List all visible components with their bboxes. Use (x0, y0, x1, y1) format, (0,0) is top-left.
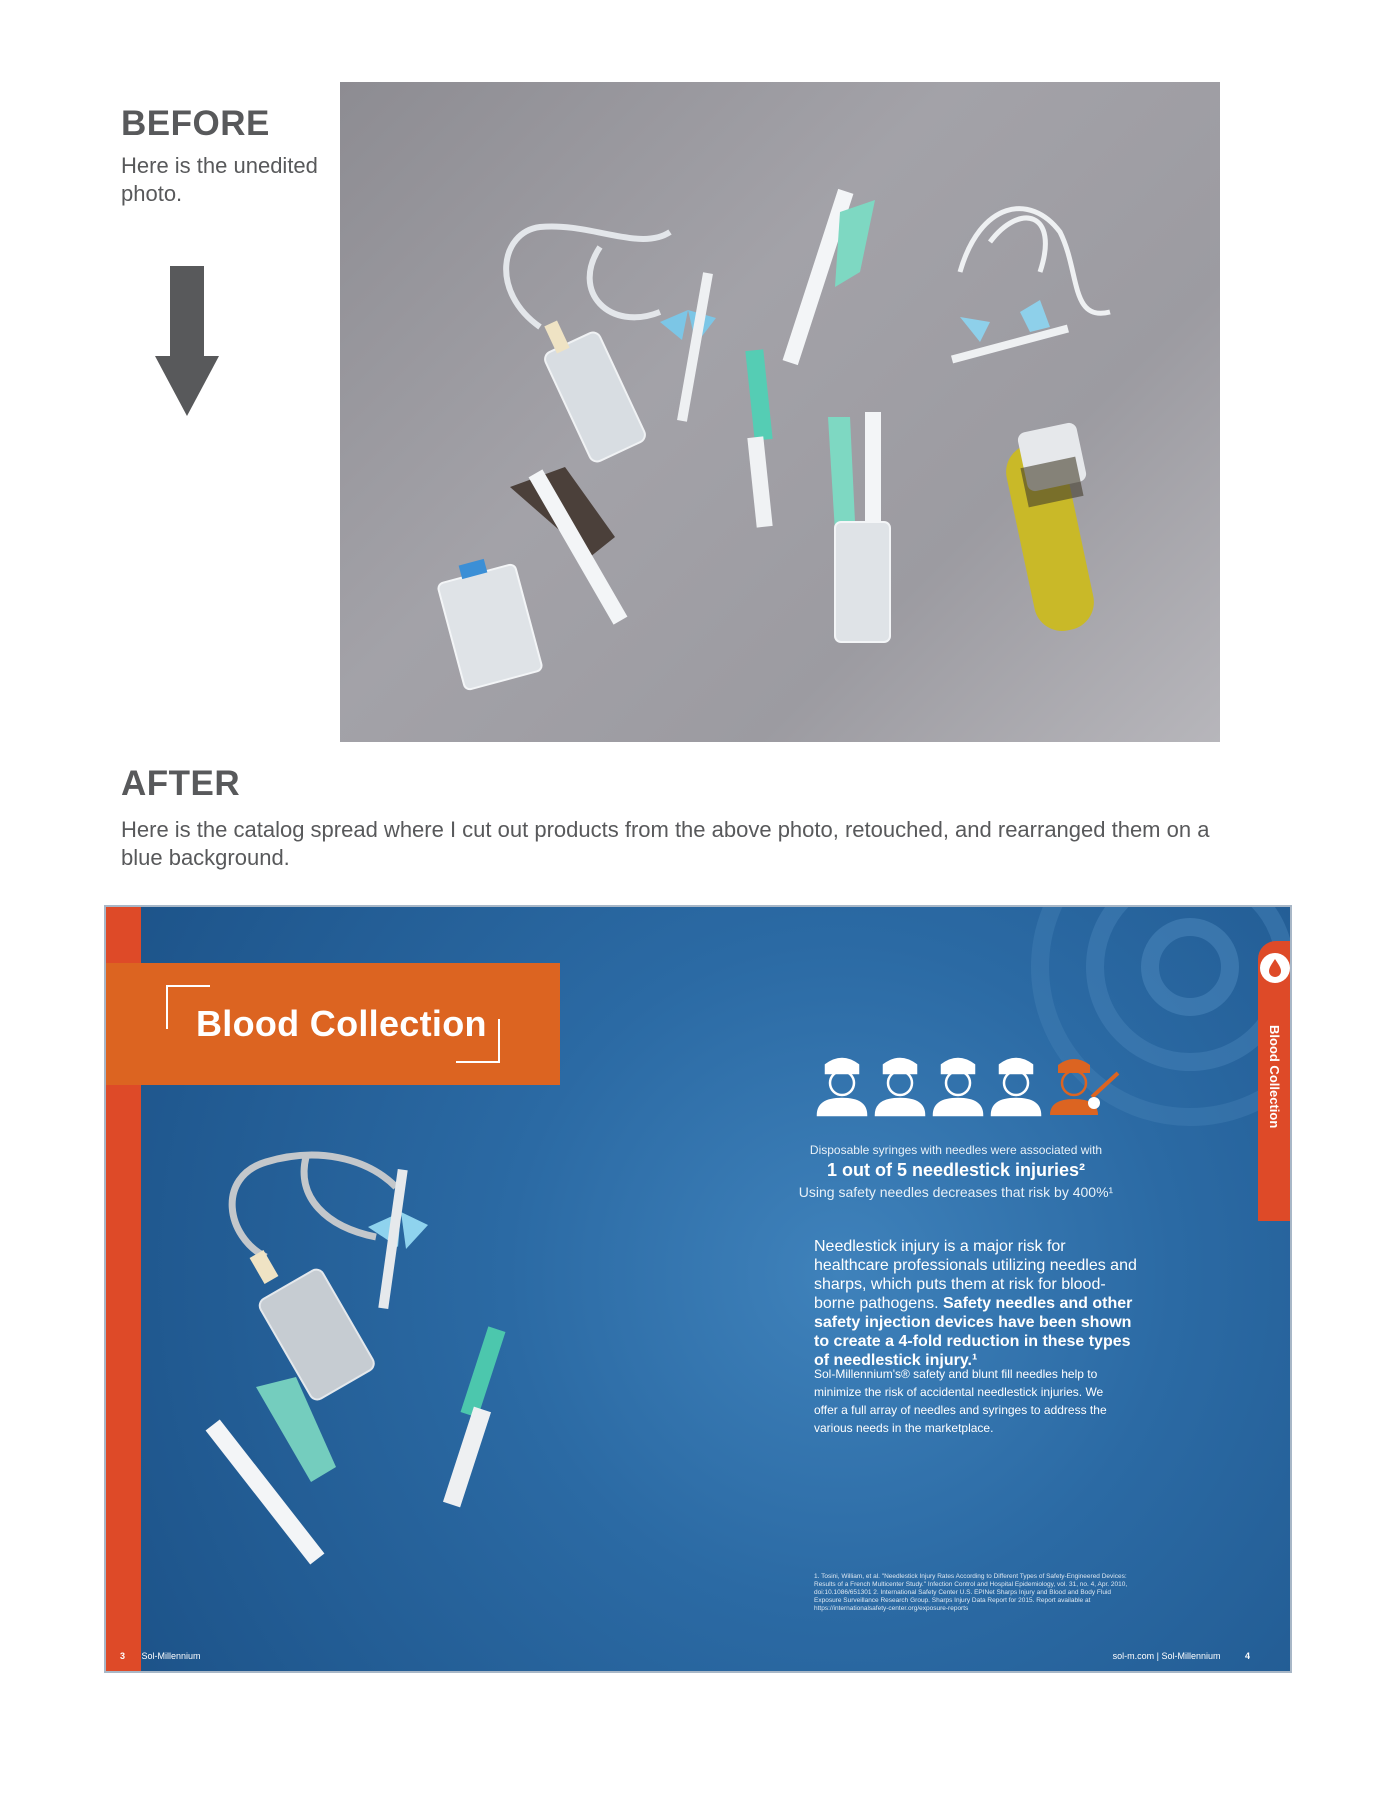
after-description: Here is the catalog spread where I cut out products from the above photo, retouched, and rearranged them on a blue background. (121, 817, 1210, 870)
down-arrow-icon (155, 266, 219, 416)
butterfly-blood-collection-set (232, 1155, 428, 1402)
stat-intro: Disposable syringes with needles were associated with (809, 1143, 1103, 1157)
before-description: Here is the unedited photo. (121, 153, 318, 206)
healthcare-worker-icon (876, 1059, 924, 1115)
product-cutouts (106, 907, 706, 1673)
healthcare-worker-icon (992, 1059, 1040, 1115)
green-hypodermic-needle (443, 1326, 505, 1507)
main-paragraph (814, 1237, 1144, 1370)
blood-drop-icon (1260, 953, 1290, 983)
main-paragraph-intro: Needlestick injury is a major risk for healthcare professionals utilizing needles and sharps, which puts them at risk for blood-borne pathogens. (814, 1238, 1137, 1312)
stat-headline: 1 out of 5 needlestick injuries² (826, 1160, 1086, 1180)
after-heading: AFTER (121, 764, 241, 803)
section-title: Blood Collection (196, 1003, 487, 1044)
footer-site-right: sol-m.com | Sol-Millennium (1112, 1651, 1221, 1661)
footer-brand-left: Sol-Millennium (141, 1651, 201, 1661)
side-tab-label: Blood Collection (1267, 1025, 1282, 1129)
healthcare-worker-icon (818, 1059, 866, 1115)
stat-note: Using safety needles decreases that risk by 400%¹ (798, 1184, 1114, 1200)
main-paragraph-bold: Safety needles and other safety injection devices have been shown to create a 4-fold reduction in these types of needlestick injury.¹ (814, 1295, 1133, 1369)
healthcare-worker-injured-icon (1050, 1059, 1118, 1115)
healthcare-worker-icon (934, 1059, 982, 1115)
page-number-left: 3 (120, 1651, 126, 1661)
safety-needle (206, 1377, 336, 1565)
footer-right (1113, 1651, 1250, 1661)
page-number-right: 4 (1244, 1651, 1250, 1661)
healthcare-workers-graphic (814, 1051, 1164, 1131)
footnotes: 1. Tosini, William, et al. "Needlestick Injury Rates According to Different Types of Safety-Engineered Devices: Results of a French Multicenter Study." Infection Control and Hospital Epidemiology, vol. 31, no. 4, Apr. 2010, doi:10.1086/651301 2. International Safety Center U.S. EPINet Sharps Injury and Blood and Body Fluid Exposure Surveillance Research Group. Sharps Injury Data Report for 2015. Report available at https://internationalsafety-center.org/exposure-reports (814, 1573, 1128, 1612)
secondary-paragraph: Sol-Millennium's® safety and blunt fill needles help to minimize the risk of accidental needlestick injuries. We offer a full array of needles and syringes to address the various needs in the marketplace. (814, 1367, 1107, 1435)
before-photo (340, 82, 1220, 742)
before-heading: BEFORE (121, 104, 270, 143)
catalog-spread (104, 905, 1292, 1673)
footer-left (120, 1651, 201, 1661)
side-tab (1258, 941, 1292, 1221)
